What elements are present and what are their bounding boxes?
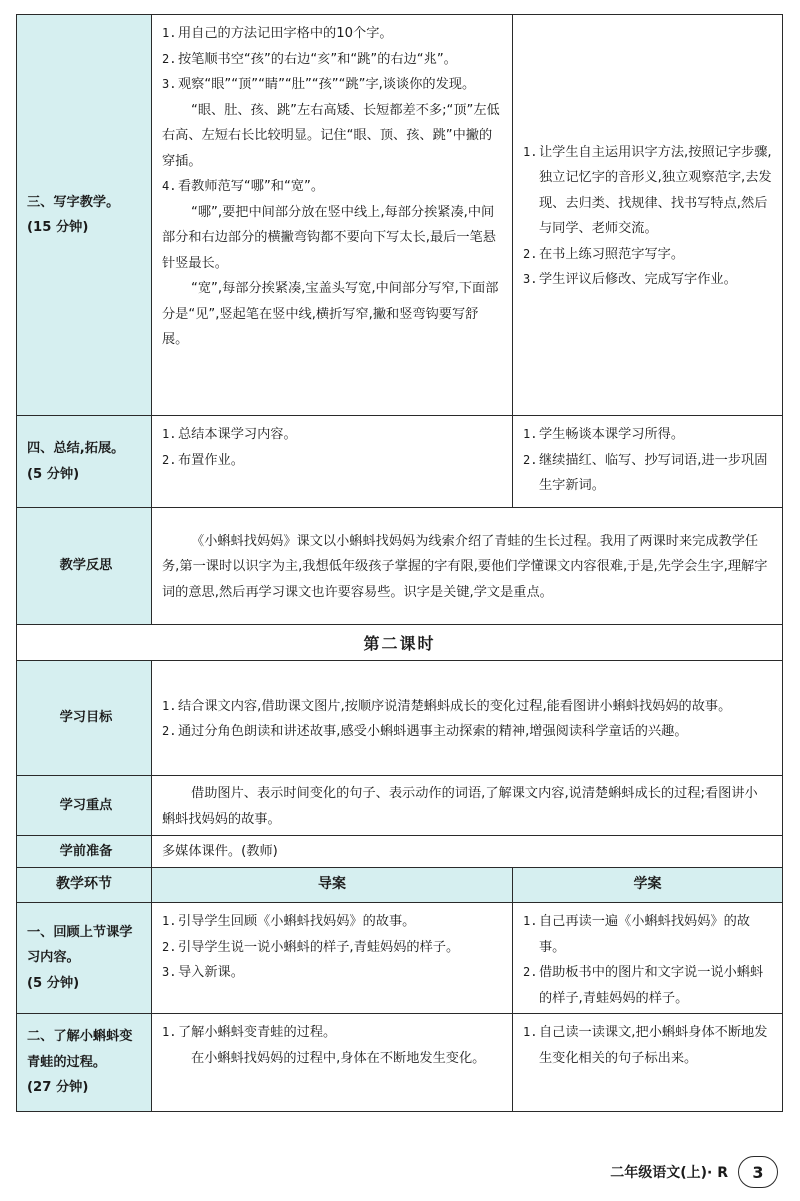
- list-item: [162, 21, 504, 47]
- row-label: [17, 903, 152, 1013]
- table-row: [16, 14, 783, 416]
- item-number: 1.: [162, 914, 177, 928]
- section-heading: [16, 625, 783, 661]
- paragraph: “眼、肚、孩、跳”左右高矮、长短都差不多;“顶”左低右高、左短右长比较明显。记住“眼、顶、孩、跳”中撇的穿插。: [162, 102, 500, 169]
- row-label-title: 二、了解小蝌蚪变青蛙的过程。: [27, 1029, 133, 1070]
- item-text: 导入新课。: [178, 965, 244, 980]
- list-item: [162, 694, 770, 720]
- item-text: 引导学生说一说小蝌蚪的样子,青蛙妈妈的样子。: [178, 939, 460, 955]
- item-number: 3.: [523, 272, 538, 286]
- list-item: [162, 719, 770, 745]
- list-item: [523, 1020, 774, 1071]
- row-label-time: (5 分钟): [27, 975, 80, 991]
- item-text: 借助板书中的图片和文字说一说小蝌蚪的样子,青蛙妈妈的样子。: [539, 965, 764, 1006]
- row-label: [17, 15, 152, 415]
- list-item: [162, 960, 504, 986]
- reflection-cell: [152, 508, 782, 624]
- item-text: 结合课文内容,借助课文图片,按顺序说清楚蝌蚪成长的变化过程,能看图讲小蝌蚪找妈妈的故事。: [178, 698, 732, 714]
- item-number: 2.: [162, 939, 177, 954]
- table-row: [16, 1014, 783, 1112]
- item-number: 2.: [162, 724, 177, 738]
- table-row: [16, 836, 783, 868]
- list-item: [162, 448, 504, 474]
- guide-cell: [152, 416, 513, 507]
- list-item: [162, 1020, 504, 1046]
- paragraph: 在小蝌蚪找妈妈的过程中,身体在不断地发生变化。: [191, 1050, 486, 1066]
- list-item: [162, 47, 504, 73]
- page-number: 3: [738, 1156, 778, 1188]
- table-row: [16, 416, 783, 508]
- item-text: 学生评议后修改、完成写字作业。: [539, 272, 737, 287]
- list-item: [162, 174, 504, 200]
- header-guide: 导案: [152, 868, 513, 902]
- paragraph: “宽”,每部分挨紧凑,宝盖头写宽,中间部分写窄,下面部分是“见”,竖起笔在竖中线,横折写窄,撇和竖弯钩要写舒展。: [162, 281, 499, 347]
- item-number: 2.: [523, 452, 538, 467]
- item-number: 1.: [523, 1025, 538, 1039]
- prep-text: 多媒体课件。(教师): [162, 843, 278, 859]
- list-item: [162, 935, 504, 961]
- list-item: [523, 242, 774, 268]
- row-label-time: (27 分钟): [27, 1080, 89, 1096]
- guide-cell: [152, 1014, 513, 1111]
- item-number: 1.: [523, 144, 538, 159]
- table-row: [16, 903, 783, 1014]
- item-text: 学生畅谈本课学习所得。: [539, 427, 685, 442]
- item-text: 自己再读一遍《小蝌蚪找妈妈》的故事。: [539, 914, 750, 955]
- row-label-title: 四、总结,拓展。: [27, 441, 125, 456]
- row-label-time: (15 分钟): [27, 220, 89, 235]
- page-footer: [610, 1156, 778, 1188]
- prep-cell: [152, 836, 782, 867]
- row-label-time: (5 分钟): [27, 466, 80, 482]
- header-study: 学案: [633, 876, 662, 893]
- item-text: 看教师范写“哪”和“宽”。: [178, 179, 325, 194]
- list-item: [523, 140, 774, 242]
- table-header: [16, 868, 783, 903]
- item-text: 让学生自主运用识字方法,按照记字步骤,独立记忆字的音形义,独立观察范字,去发现、去归类、找规律、找书写特点,然后与同学、老师交流。: [539, 144, 772, 236]
- list-item: [162, 72, 504, 98]
- list-item: [162, 909, 504, 935]
- item-number: 3.: [162, 77, 177, 91]
- item-text: 在书上练习照范字写字。: [539, 246, 685, 262]
- row-label: [17, 416, 152, 507]
- item-number: 1.: [162, 1025, 177, 1039]
- row-label: 学前准备: [17, 836, 152, 867]
- lesson-plan-page: [16, 14, 783, 1112]
- item-text: 用自己的方法记田字格中的10个字。: [178, 26, 393, 41]
- header-stage: 教学环节: [17, 868, 152, 902]
- item-text: 继续描红、临写、抄写词语,进一步巩固生字新词。: [539, 452, 768, 493]
- study-cell: [513, 416, 782, 507]
- paragraph: “哪”,要把中间部分放在竖中线上,每部分挨紧凑,中间部分和右边部分的横撇弯钩都不要向下写太长,最后一笔悬针竖最长。: [162, 204, 496, 271]
- item-text: 总结本课学习内容。: [178, 427, 297, 442]
- focus-cell: [152, 776, 782, 835]
- focus-text: 借助图片、表示时间变化的句子、表示动作的词语,了解课文内容,说清楚蝌蚪成长的过程;看图讲小蝌蚪找妈妈的故事。: [162, 786, 758, 827]
- list-item: [523, 909, 774, 960]
- reflection-text: 《小蝌蚪找妈妈》课文以小蝌蚪找妈妈为线索介绍了青蛙的生长过程。我用了两课时来完成教学任务,第一课时以识字为主,我想低年级孩子掌握的字有限,要他们学懂课文内容很难,于是,先学会生字,理解字词的意思,然后再学习课文也许要容易些。识字是关键,学文是重点。: [162, 533, 768, 600]
- row-label-title: 一、回顾上节课学习内容。: [27, 924, 133, 966]
- item-text: 自己读一读课文,把小蝌蚪身体不断地发生变化相关的句子标出来。: [539, 1025, 768, 1066]
- item-number: 1.: [523, 427, 538, 441]
- item-text: 按笔顺书空“孩”的右边“亥”和“跳”的右边“兆”。: [178, 51, 457, 67]
- list-item: [162, 422, 504, 448]
- study-cell: [513, 15, 782, 415]
- item-text: 引导学生回顾《小蝌蚪找妈妈》的故事。: [178, 914, 416, 929]
- guide-cell: [152, 903, 513, 1013]
- row-label: 学习重点: [17, 776, 152, 835]
- item-text: 布置作业。: [178, 452, 244, 468]
- item-number: 2.: [162, 452, 177, 467]
- row-label: [17, 1014, 152, 1111]
- list-item: [523, 422, 774, 448]
- item-number: 1.: [162, 427, 177, 441]
- list-item: [523, 448, 774, 499]
- table-row: [16, 661, 783, 776]
- item-number: 1.: [162, 26, 177, 40]
- item-text: 观察“眼”“顶”“睛”“肚”“孩”“跳”字,谈谈你的发现。: [178, 77, 476, 92]
- item-number: 2.: [523, 246, 538, 261]
- guide-cell: [152, 15, 513, 415]
- list-item: [523, 267, 774, 293]
- item-number: 4.: [162, 179, 177, 193]
- item-number: 2.: [162, 51, 177, 66]
- item-number: 1.: [162, 698, 177, 713]
- table-row: [16, 776, 783, 836]
- list-item: [523, 960, 774, 1011]
- study-cell: [513, 1014, 782, 1111]
- item-text: 了解小蝌蚪变青蛙的过程。: [178, 1025, 337, 1040]
- table-row: [16, 508, 783, 625]
- row-label-title: 三、写字教学。: [27, 194, 120, 210]
- goals-cell: [152, 661, 782, 775]
- section-heading-text: 第二课时: [363, 634, 436, 653]
- item-text: 通过分角色朗读和讲述故事,感受小蝌蚪遇事主动探索的精神,增强阅读科学童话的兴趣。: [178, 724, 688, 739]
- study-cell: [513, 903, 782, 1013]
- item-number: 2.: [523, 965, 538, 979]
- item-number: 1.: [523, 914, 538, 928]
- row-label: 教学反思: [17, 508, 152, 624]
- footer-text: 二年级语文(上)· R: [610, 1165, 728, 1181]
- item-number: 3.: [162, 965, 177, 979]
- row-label: 学习目标: [17, 661, 152, 775]
